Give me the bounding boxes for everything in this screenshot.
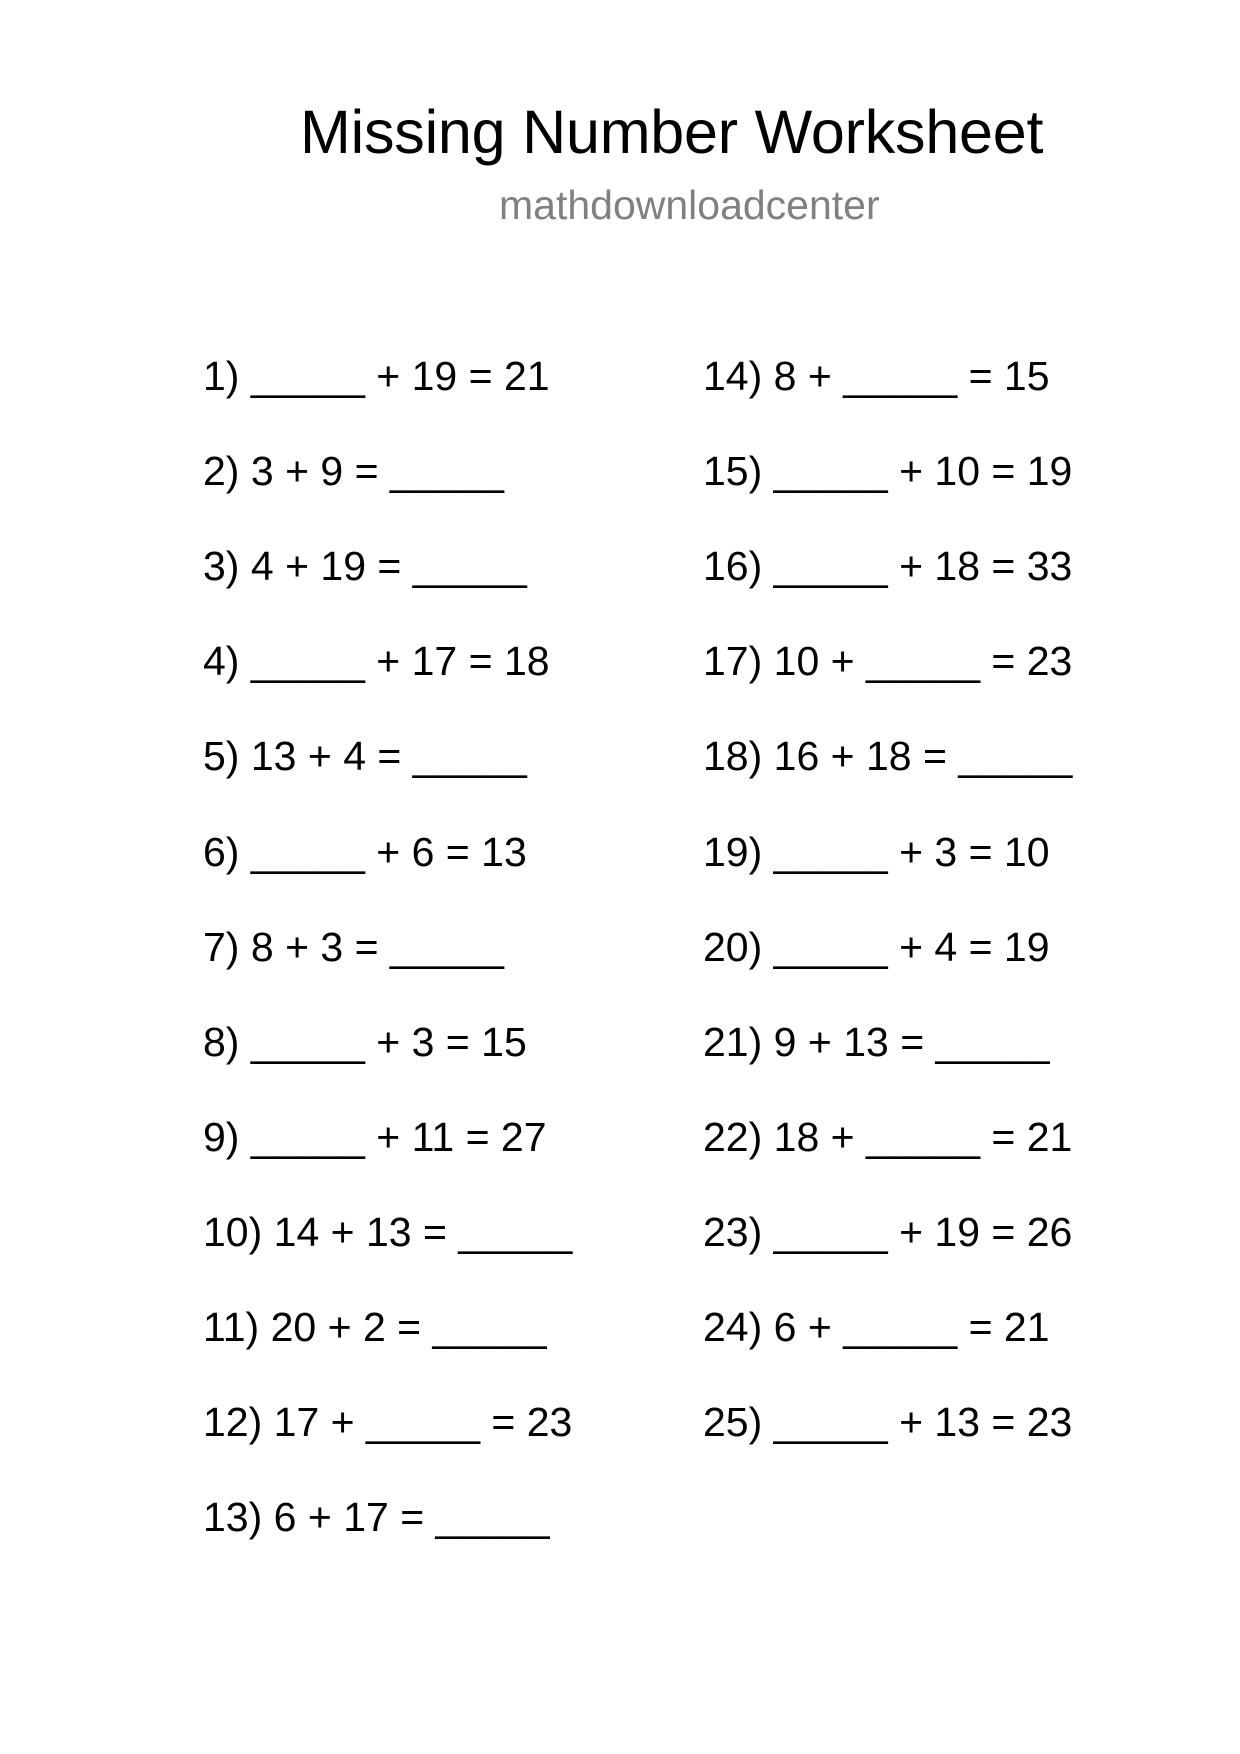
problem-item [703, 732, 1072, 780]
problem-item [703, 447, 1072, 495]
problem-number: 1) [203, 353, 240, 399]
problem-equation: 3 + 9 = _____ [250, 448, 504, 494]
problem-number: 10) [203, 1209, 263, 1255]
problem-equation: _____ + 10 = 19 [773, 448, 1073, 494]
problem-number: 17) [703, 638, 763, 684]
problem-item [203, 352, 550, 400]
problem-number: 19) [703, 829, 763, 875]
problem-item [203, 1018, 527, 1066]
problem-item [703, 923, 1050, 971]
problem-number: 20) [703, 924, 763, 970]
problem-number: 15) [703, 448, 763, 494]
problem-number: 4) [203, 638, 240, 684]
problem-item [203, 447, 504, 495]
worksheet-title: Missing Number Worksheet [300, 98, 1044, 166]
problem-item [203, 923, 504, 971]
problem-number: 12) [203, 1399, 263, 1445]
problem-item [703, 637, 1072, 685]
problem-item [203, 1208, 572, 1256]
problem-item [703, 1208, 1072, 1256]
problem-equation: 9 + 13 = _____ [773, 1019, 1050, 1065]
problem-equation: 13 + 4 = _____ [250, 733, 527, 779]
problem-number: 11) [203, 1304, 260, 1350]
problem-number: 7) [203, 924, 240, 970]
problem-equation: 18 + _____ = 21 [773, 1114, 1073, 1160]
problem-equation: _____ + 19 = 26 [773, 1209, 1073, 1255]
problem-equation: _____ + 17 = 18 [250, 638, 550, 684]
problem-equation: 20 + 2 = _____ [270, 1304, 547, 1350]
problem-item [703, 828, 1050, 876]
problem-number: 22) [703, 1114, 763, 1160]
problem-equation: 8 + 3 = _____ [250, 924, 504, 970]
problem-equation: _____ + 3 = 15 [250, 1019, 527, 1065]
problem-item [703, 1113, 1072, 1161]
problem-number: 18) [703, 733, 763, 779]
problem-number: 21) [703, 1019, 763, 1065]
problem-number: 24) [703, 1304, 763, 1350]
problem-equation: 8 + _____ = 15 [773, 353, 1050, 399]
problem-equation: 17 + _____ = 23 [273, 1399, 573, 1445]
problem-item [703, 1018, 1050, 1066]
problem-item [203, 732, 527, 780]
problem-item [203, 1493, 550, 1541]
problem-number: 13) [203, 1494, 263, 1540]
problem-number: 8) [203, 1019, 240, 1065]
problem-number: 16) [703, 543, 763, 589]
problem-item [703, 1398, 1072, 1446]
problem-equation: _____ + 6 = 13 [250, 829, 527, 875]
problem-number: 6) [203, 829, 240, 875]
problem-number: 9) [203, 1114, 240, 1160]
problem-equation: 16 + 18 = _____ [773, 733, 1073, 779]
problem-equation: _____ + 11 = 27 [250, 1114, 547, 1160]
problem-equation: 6 + 17 = _____ [273, 1494, 550, 1540]
problem-equation: 6 + _____ = 21 [773, 1304, 1050, 1350]
problem-item [703, 542, 1072, 590]
problem-item [203, 542, 527, 590]
worksheet-subtitle: mathdownloadcenter [499, 182, 880, 228]
problem-equation: _____ + 19 = 21 [250, 353, 550, 399]
problem-item [203, 1113, 547, 1161]
problem-item [703, 1303, 1050, 1351]
problem-number: 23) [703, 1209, 763, 1255]
problem-number: 5) [203, 733, 240, 779]
problem-equation: _____ + 13 = 23 [773, 1399, 1073, 1445]
problem-number: 3) [203, 543, 240, 589]
problem-equation: 4 + 19 = _____ [250, 543, 527, 589]
problem-equation: 14 + 13 = _____ [273, 1209, 573, 1255]
problem-number: 14) [703, 353, 763, 399]
problem-number: 2) [203, 448, 240, 494]
problem-item [203, 637, 550, 685]
problem-item [703, 352, 1050, 400]
problem-equation: _____ + 3 = 10 [773, 829, 1050, 875]
problem-item [203, 1303, 547, 1351]
problem-equation: _____ + 4 = 19 [773, 924, 1050, 970]
problem-item [203, 828, 527, 876]
problem-equation: 10 + _____ = 23 [773, 638, 1073, 684]
problem-item [203, 1398, 572, 1446]
problem-number: 25) [703, 1399, 763, 1445]
problem-equation: _____ + 18 = 33 [773, 543, 1073, 589]
